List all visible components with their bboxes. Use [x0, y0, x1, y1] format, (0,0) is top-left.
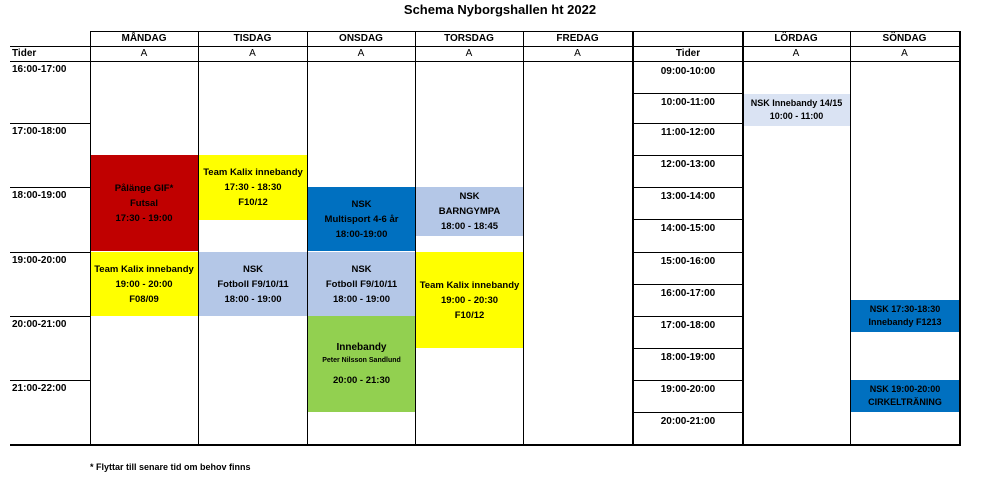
event-line: Team Kalix innebandy	[94, 263, 194, 275]
time-label: 13:00-14:00	[660, 191, 716, 202]
event-monday-team-kalix	[90, 252, 198, 316]
event-line: CIRKELTRÄNING	[868, 397, 942, 407]
time-label: 12:00-13:00	[660, 159, 716, 170]
event-wednesday-nsk-multisport	[308, 187, 415, 251]
hall-label: A	[792, 48, 800, 59]
hall-label: A	[140, 48, 148, 59]
footnote: * Flyttar till senare tid om behov finns	[90, 462, 251, 472]
event-line: Fotboll F9/10/11	[325, 278, 398, 290]
event-line: F10/12	[238, 197, 268, 208]
time-label: 20:00-21:00	[660, 416, 716, 427]
event-line: 19:00 - 20:00	[115, 278, 173, 290]
event-monday-palange	[90, 155, 198, 251]
time-label: 18:00-19:00	[12, 190, 67, 201]
time-label: 15:00-16:00	[660, 256, 716, 267]
event-sunday-nsk-innebandy	[851, 300, 959, 332]
event-line: 18:00 - 19:00	[332, 293, 391, 305]
time-label: 17:00-18:00	[660, 320, 716, 331]
time-label: 17:00-18:00	[12, 126, 67, 137]
event-line: NSK	[459, 191, 480, 202]
hall-label: A	[574, 48, 581, 59]
event-line: NSK	[351, 263, 372, 275]
right-tider-header: Tider	[675, 48, 701, 59]
event-tuesday-team-kalix	[199, 155, 307, 220]
time-label: 18:00-19:00	[660, 352, 716, 363]
event-line: 18:00 - 19:00	[224, 293, 282, 305]
event-wednesday-innebandy	[308, 316, 415, 412]
event-line: Fotboll F9/10/11	[217, 278, 289, 290]
event-line: 17:30 - 18:30	[224, 182, 282, 193]
day-header-tuesday: TISDAG	[233, 33, 272, 44]
left-tider-header: Tider	[12, 48, 37, 59]
event-line: NSK 17:30-18:30	[869, 304, 941, 314]
event-line: NSK	[351, 198, 372, 210]
time-label: 19:00-20:00	[660, 384, 716, 395]
event-line: NSK	[242, 263, 264, 275]
event-line: Team Kalix innebandy	[419, 279, 520, 291]
event-saturday-nsk-innebandy	[743, 94, 850, 126]
event-thursday-nsk-barngympa	[416, 187, 523, 236]
event-line: Futsal	[130, 197, 158, 209]
event-line: 17:30 - 19:00	[115, 212, 173, 224]
event-line: Multisport 4-6 år	[324, 213, 399, 225]
day-header-saturday: LÖRDAG	[774, 33, 818, 44]
time-label: 09:00-10:00	[660, 66, 716, 77]
event-line: 20:00 - 21:30	[332, 375, 391, 386]
time-label: 16:00-17:00	[12, 64, 67, 75]
event-line: 10:00 - 11:00	[769, 111, 824, 121]
page-title: Schema Nyborgshallen ht 2022	[403, 2, 597, 17]
event-line: NSK Innebandy 14/15	[750, 98, 843, 108]
time-label: 11:00-12:00	[661, 127, 715, 138]
event-line: Innebandy F1213	[868, 317, 942, 327]
event-line: F10/12	[454, 309, 485, 321]
day-header-monday: MÅNDAG	[121, 33, 167, 44]
event-line: Peter Nilsson Sandlund	[322, 357, 401, 364]
time-label: 10:00-11:00	[661, 97, 715, 108]
event-line: NSK 19:00-20:00	[869, 384, 941, 394]
event-line: 19:00 - 20:30	[440, 294, 499, 306]
event-sunday-nsk-cirkeltraning	[851, 380, 959, 412]
hall-label: A	[249, 48, 256, 59]
time-label: 14:00-15:00	[660, 223, 716, 234]
event-line: 18:00 - 18:45	[440, 221, 499, 232]
event-line: Pålänge GIF*	[114, 182, 174, 194]
event-line: F08/09	[129, 293, 159, 305]
hall-label: A	[465, 48, 473, 59]
time-label: 16:00-17:00	[660, 288, 716, 299]
time-label: 21:00-22:00	[12, 383, 67, 394]
event-tuesday-nsk-fotboll	[199, 252, 307, 316]
event-line: Team Kalix innebandy	[203, 167, 303, 178]
hall-label: A	[357, 48, 365, 59]
time-label: 19:00-20:00	[12, 255, 67, 266]
event-line: 18:00-19:00	[335, 228, 388, 240]
event-line: Innebandy	[336, 342, 387, 353]
day-header-sunday: SÖNDAG	[882, 33, 927, 44]
event-wednesday-nsk-fotboll	[308, 252, 415, 316]
time-label: 20:00-21:00	[12, 319, 67, 330]
day-header-friday: FREDAG	[556, 33, 599, 44]
hall-label: A	[901, 48, 908, 59]
day-header-thursday: TORSDAG	[444, 33, 494, 44]
event-line: BARNGYMPA	[438, 206, 501, 217]
event-thursday-team-kalix	[416, 252, 523, 348]
day-header-wednesday: ONSDAG	[339, 33, 383, 44]
